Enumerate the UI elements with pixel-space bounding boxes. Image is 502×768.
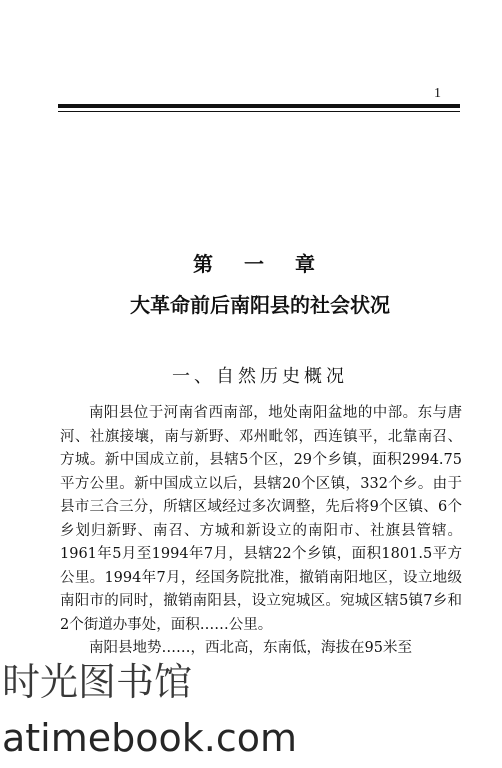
chapter-number: 第 一 章 bbox=[193, 252, 327, 276]
watermark-chinese: 时光图书馆 bbox=[2, 660, 193, 704]
header-rule-thin bbox=[58, 111, 460, 112]
header-rule-thick bbox=[58, 104, 460, 108]
watermark-url: atimebook.com bbox=[2, 716, 298, 760]
chapter-title: 大革命前后南阳县的社会状况 bbox=[130, 293, 390, 317]
paragraph: 南阳县位于河南省西南部，地处南阳盆地的中部。东与唐河、社旗接壤，南与新野、邓州毗邻，西连镇平，北靠南召、方城。新中国成立前，县辖5个区，29个乡镇，面积2994.75平方公里。新中国成立以后，县辖20个区镇，332个乡。由于县市三合三分，所辖区域经过多次调整，先后将9个区镇、6个乡划归新野、南召、方城和新设立的南阳市、社旗县管辖。1961年5月至1994年7月，县辖22个乡镇，面积1801.5平方公里。1994年7月，经国务院批准，撤销南阳地区，设立地级南阳市的同时，撤销南阳县，设立宛城区。宛城区辖5镇7乡和2个街道办事处，面积……公里。 bbox=[60, 405, 462, 633]
paragraph: 南阳县地势……，西北高，东南低，海拔在95米至 bbox=[89, 640, 412, 656]
section-title: 一、自然历史概况 bbox=[172, 366, 348, 387]
body-text bbox=[60, 402, 462, 661]
page-number: 1 bbox=[434, 86, 441, 101]
